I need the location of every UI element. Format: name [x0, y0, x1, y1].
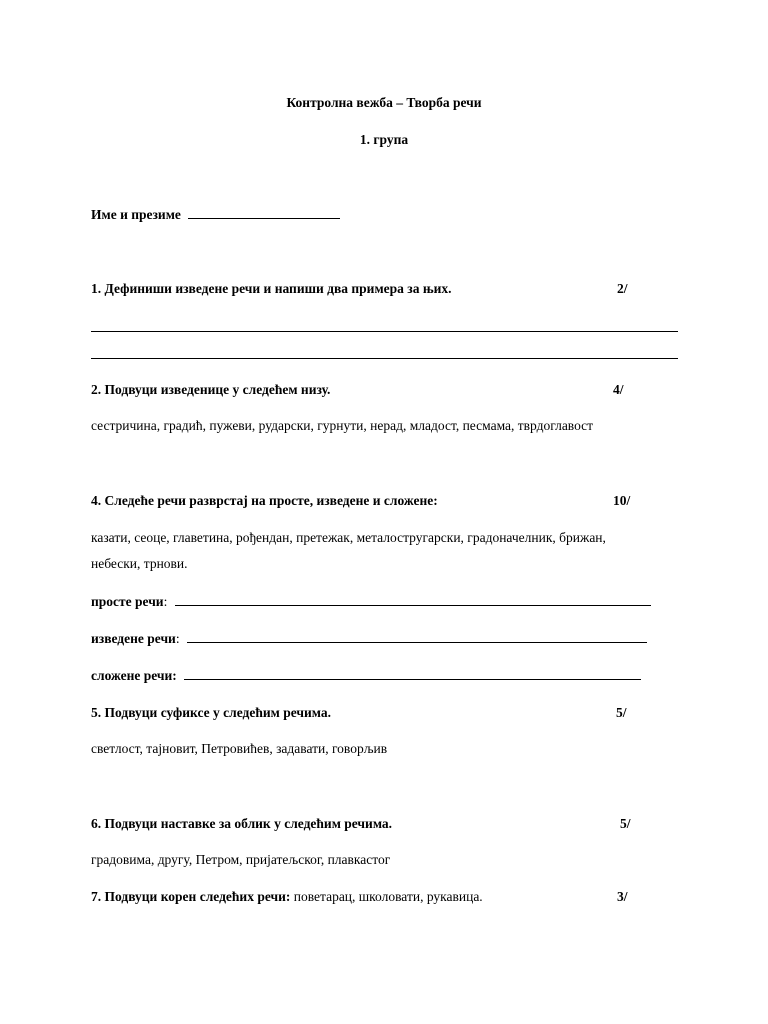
question-7-row	[91, 889, 483, 905]
question-5-points: 5/	[616, 705, 627, 720]
question-4-words-line-1: казати, сеоце, главетина, рођендан, претежак, металостругарски, градоначелник, брижан,	[91, 530, 606, 545]
question-2-points: 4/	[613, 382, 624, 397]
name-input-line[interactable]	[188, 206, 340, 219]
question-4-points: 10/	[613, 493, 631, 508]
simple-words-input-line[interactable]	[175, 593, 651, 606]
question-4: 4. Следеће речи разврстај на просте, изведене и сложене:	[91, 493, 438, 508]
derived-words-label: изведене речи	[91, 631, 176, 646]
name-label: Име и презиме	[91, 207, 181, 222]
derived-words-input-line[interactable]	[187, 630, 647, 643]
question-1: 1. Дефиниши изведене речи и напиши два примера за њих.	[91, 281, 452, 296]
question-6-words: градовима, другу, Петром, пријатељског, плавкастог	[91, 852, 391, 867]
group-label: 1. група	[359, 132, 409, 147]
question-7-words: поветарац, школовати, рукавица.	[293, 889, 483, 904]
question-2-words: сестричина, градић, пужеви, рударски, гурнути, нерад, младост, песмама, тврдоглавост	[91, 418, 594, 433]
simple-words-row: просте речи:	[91, 593, 651, 610]
answer-line-2[interactable]	[91, 358, 678, 359]
answer-line-1[interactable]	[91, 331, 678, 332]
derived-words-row: изведене речи:	[91, 630, 647, 647]
name-field-row	[91, 206, 340, 223]
question-7-points: 3/	[617, 889, 628, 904]
compound-words-input-line[interactable]	[184, 667, 641, 680]
question-5-words: светлост, тајновит, Петровићев, задавати, говорљив	[91, 741, 388, 756]
question-4-words-line-2: небески, трнови.	[91, 556, 188, 571]
compound-words-row: сложене речи:	[91, 667, 641, 684]
question-7: 7. Подвуци корен следећих речи:	[91, 889, 291, 904]
question-5: 5. Подвуци суфиксе у следећим речима.	[91, 705, 331, 720]
question-6: 6. Подвуци наставке за облик у следећим речима.	[91, 816, 393, 831]
question-2: 2. Подвуци изведенице у следећем низу.	[91, 382, 331, 397]
question-1-points: 2/	[617, 281, 628, 296]
compound-words-label: сложене речи	[91, 668, 173, 683]
simple-words-label: просте речи	[91, 594, 164, 609]
page-title: Контролна вежба – Творба речи	[286, 95, 482, 110]
question-6-points: 5/	[620, 816, 631, 831]
